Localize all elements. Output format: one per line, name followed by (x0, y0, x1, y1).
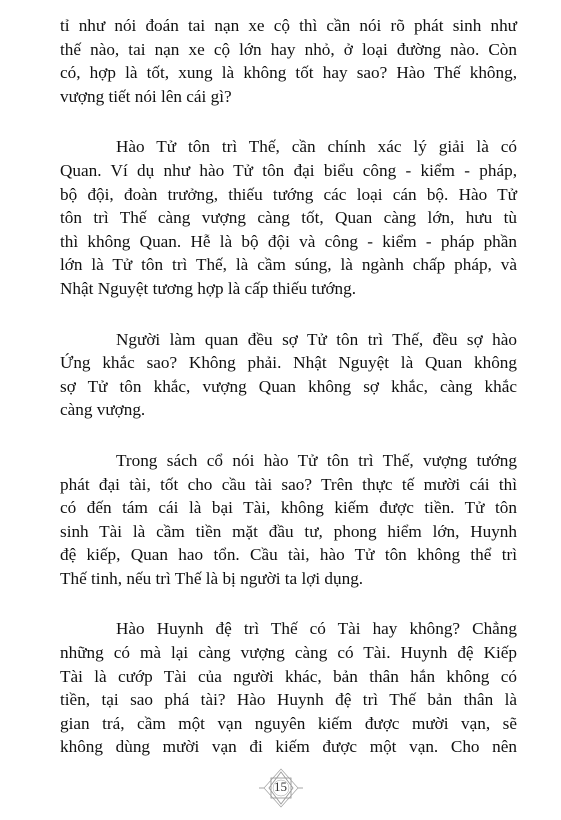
paragraph-4 (60, 449, 517, 591)
page-body (60, 14, 517, 786)
text-line: vượng tiết nói lên cái gì? (60, 86, 232, 106)
text-line: tỉ như nói đoán tai nạn xe cộ thì cần nói rõ phát sinh như (60, 16, 517, 35)
page-footer (0, 768, 561, 808)
text-line: tôn trì Thế càng vượng càng tốt, Quan càng lớn, hưu tù (60, 208, 517, 228)
text-line: thế nào, tai nạn xe cộ lớn hay nhỏ, ở loại đường nào. Còn (60, 39, 517, 59)
paragraph-3 (60, 328, 517, 422)
text-line: sợ Tử tôn khắc, vượng Quan không sợ khắc, càng khắc (60, 376, 517, 396)
text-line: càng vượng. (60, 400, 146, 420)
text-line: Tài là cướp Tài của người khác, bản thân hắn không có (60, 666, 517, 686)
text-line: bộ đội, đoàn trưởng, thiếu tướng các loại cán bộ. Hào Tử (60, 184, 517, 204)
text-line: đệ kiếp, Quan hao tổn. Cầu tài, hào Tử tôn không thể trì (60, 545, 517, 565)
page-number-badge (258, 768, 304, 808)
text-line: Nhật Nguyệt tương hợp là cấp thiếu tướng. (60, 278, 357, 298)
text-line: có, hợp là tốt, xung là không tốt hay sao? Hào Thế không, (60, 63, 517, 83)
text-line: Quan. Ví dụ như hào Tử tôn đại biểu công - kiểm - pháp, (60, 160, 517, 180)
page-number: 15 (274, 779, 287, 794)
text-line: có đến tám cái là bại Tài, không kiếm được tiền. Tử tôn (60, 498, 517, 518)
text-line: phát đại tài, tốt cho cầu tài sao? Trên thực tế mười cái thì (60, 474, 517, 494)
text-line: Thế tinh, nếu trì Thế là bị người ta lợi dụng. (60, 568, 364, 588)
text-line: những có mà lại càng vượng càng có Tài. Huynh đệ Kiếp (60, 643, 517, 663)
text-line: Ứng khắc sao? Không phải. Nhật Nguyệt là Quan không (60, 353, 517, 373)
paragraph-5 (60, 617, 517, 759)
text-line: thì không Quan. Hễ là bộ đội và công - kiểm - pháp phần (60, 231, 517, 251)
text-line: lớn là Tử tôn trì Thế, là cầm súng, là ngành chấp pháp, và (60, 255, 517, 275)
text-line: không dùng mười vạn đi kiếm được một vạn. Cho nên (60, 737, 517, 757)
paragraph-2 (60, 135, 517, 300)
text-line: sinh Tài là cầm tiền mặt đầu tư, phong hiểm lớn, Huynh (60, 521, 517, 541)
text-line: tiền, tại sao phá tài? Hào Huynh đệ trì Thế bản thân là (60, 690, 517, 710)
text-line: Trong sách cổ nói hào Tử tôn trì Thế, vượng tướng (116, 450, 517, 470)
text-line: Người làm quan đều sợ Tử tôn trì Thế, đều sợ hào (116, 329, 517, 349)
text-line: Hào Huynh đệ trì Thế có Tài hay không? Chẳng (116, 619, 517, 639)
text-line: Hào Tử tôn trì Thế, cần chính xác lý giải là có (116, 137, 517, 157)
text-line: gian trá, cầm một vạn nguyên kiếm được mười vạn, sẽ (60, 713, 517, 733)
paragraph-1 (60, 14, 517, 108)
